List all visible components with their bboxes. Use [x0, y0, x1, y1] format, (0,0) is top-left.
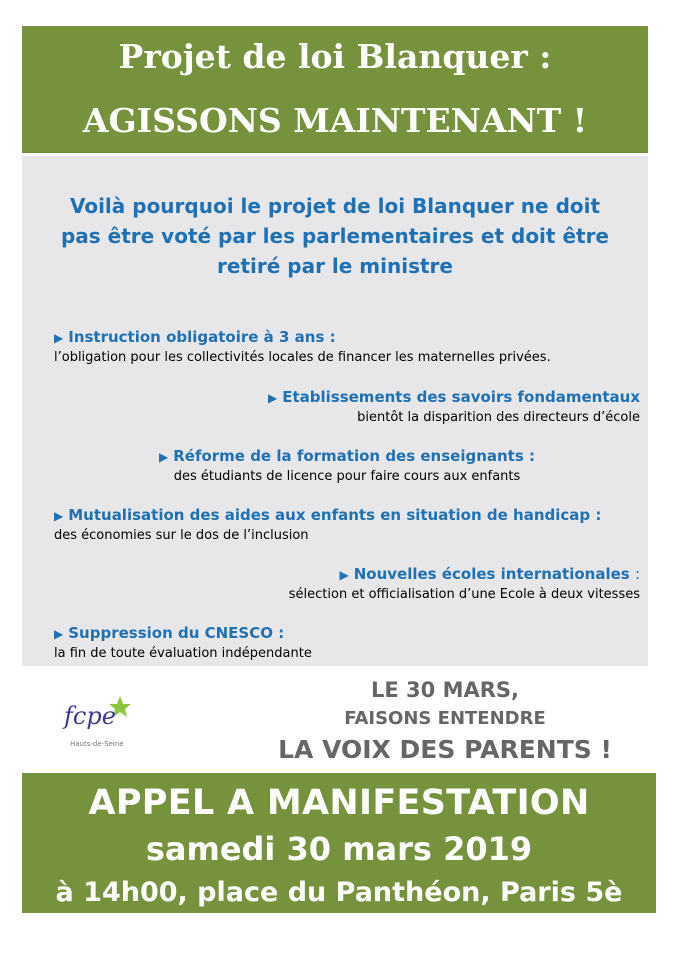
argument-item: [54, 623, 640, 663]
argument-title-colon: :: [634, 565, 640, 583]
argument-title: Etablissements des savoirs fondamentaux: [282, 388, 640, 406]
title-line-2: AGISSONS MAINTENANT !: [82, 101, 588, 140]
argument-item: [54, 446, 640, 486]
argument-title: Mutualisation des aides aux enfants en situation de handicap :: [68, 506, 602, 524]
argument-description: des économies sur le dos de l’inclusion: [54, 528, 309, 543]
logo-text: fcpe: [64, 702, 116, 730]
triangle-bullet-icon: ▶: [158, 450, 169, 464]
event-date: samedi 30 mars 2019: [145, 830, 533, 868]
fcpe-logo: [58, 690, 148, 760]
argument-description: bientôt la disparition des directeurs d’école: [357, 410, 640, 425]
intro-line-2: pas être voté par les parlementaires et doit être: [60, 224, 609, 248]
callout-line-1: LE 30 MARS,: [371, 678, 519, 702]
argument-item: [54, 564, 640, 604]
triangle-bullet-icon: ▶: [54, 331, 64, 345]
triangle-bullet-icon: ▶: [339, 568, 349, 582]
argument-item: [54, 387, 640, 427]
argument-description: des étudiants de licence pour faire cours aux enfants: [173, 469, 521, 484]
intro-text: [22, 191, 648, 281]
intro-line-1: Voilà pourquoi le projet de loi Blanquer ne doit: [69, 194, 601, 218]
argument-description: sélection et officialisation d’une Ecole à deux vitesses: [288, 587, 640, 602]
callout-line-3: LA VOIX DES PARENTS !: [278, 735, 612, 764]
triangle-bullet-icon: ▶: [54, 509, 64, 523]
arguments-panel: [22, 156, 648, 666]
argument-title: Suppression du CNESCO :: [68, 624, 285, 642]
argument-description: l’obligation pour les collectivités locales de financer les maternelles privées.: [54, 350, 551, 365]
argument-item: [54, 505, 640, 545]
event-title: APPEL A MANIFESTATION: [88, 783, 590, 823]
intro-line-3: retiré par le ministre: [217, 254, 453, 278]
callout-line-2: FAISONS ENTENDRE: [344, 708, 546, 729]
title-line-1: Projet de loi Blanquer :: [118, 37, 552, 76]
triangle-bullet-icon: ▶: [54, 627, 64, 641]
argument-description: la fin de toute évaluation indépendante: [54, 646, 312, 661]
argument-title: Instruction obligatoire à 3 ans :: [68, 328, 336, 346]
event-banner: [22, 773, 656, 913]
argument-title: Réforme de la formation des enseignants :: [173, 447, 536, 465]
event-location: à 14h00, place du Panthéon, Paris 5è: [55, 877, 623, 908]
triangle-bullet-icon: ▶: [267, 391, 278, 405]
title-banner: [22, 26, 648, 153]
logo-subtitle: Hauts-de-Seine: [70, 740, 124, 748]
argument-title: Nouvelles écoles internationales: [353, 565, 630, 583]
argument-item: [54, 327, 640, 367]
